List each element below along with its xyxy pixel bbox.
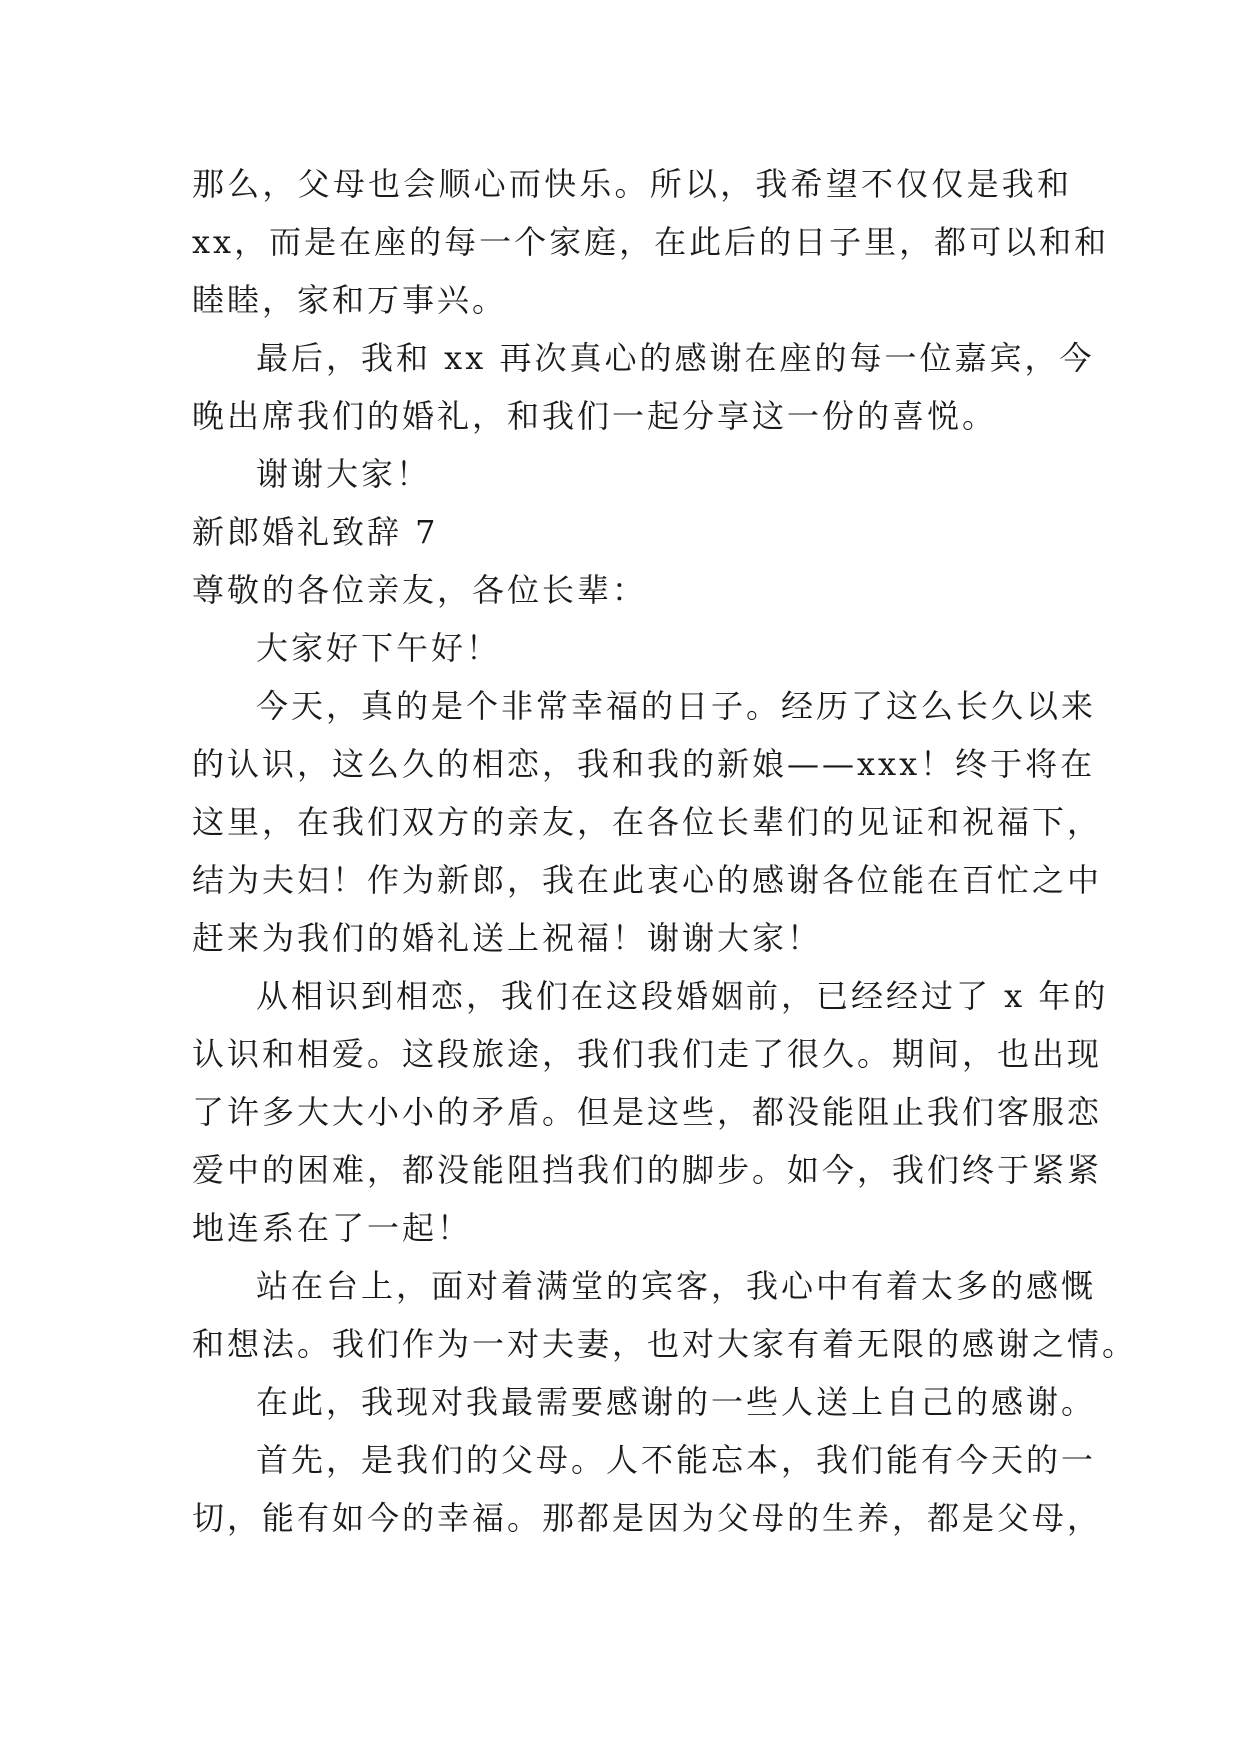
text-line: 爱中的困难，都没能阻挡我们的脚步。如今，我们终于紧紧 — [192, 1151, 1103, 1189]
text-line: 那么，父母也会顺心而快乐。所以，我希望不仅仅是我和 — [192, 165, 1072, 203]
text-line: 谢谢大家！ — [256, 455, 432, 493]
text-line: 首先，是我们的父母。人不能忘本，我们能有今天的一 — [256, 1441, 1097, 1479]
text-line: 站在台上，面对着满堂的宾客，我心中有着太多的感慨 — [256, 1267, 1097, 1305]
text-line: 切，能有如今的幸福。那都是因为父母的生养，都是父母， — [192, 1499, 1103, 1537]
document-body — [192, 155, 1138, 1547]
text-line: 晚出席我们的婚礼，和我们一起分享这一份的喜悦。 — [192, 397, 998, 435]
text-line: 这里，在我们双方的亲友，在各位长辈们的见证和祝福下， — [192, 803, 1103, 841]
text-line: 结为夫妇！作为新郎，我在此衷心的感谢各位能在百忙之中 — [192, 861, 1103, 899]
text-line: 的认识，这么久的相恋，我和我的新娘——xxx！终于将在 — [192, 745, 1096, 783]
text-line: 从相识到相恋，我们在这段婚姻前，已经经过了 x 年的 — [256, 977, 1109, 1015]
text-line: 大家好下午好！ — [256, 629, 502, 667]
text-line: 睦睦，家和万事兴。 — [192, 281, 508, 319]
text-line: 在此，我现对我最需要感谢的一些人送上自己的感谢。 — [256, 1383, 1097, 1421]
text-line: 认识和相爱。这段旅途，我们我们走了很久。期间，也出现 — [192, 1035, 1103, 1073]
section-heading: 新郎婚礼致辞 7 — [192, 513, 439, 551]
text-line: xx，而是在座的每一个家庭，在此后的日子里，都可以和和 — [192, 223, 1110, 261]
text-line: 和想法。我们作为一对夫妻，也对大家有着无限的感谢之情。 — [192, 1325, 1138, 1363]
salutation: 尊敬的各位亲友，各位长辈： — [192, 571, 648, 609]
text-line: 赶来为我们的婚礼送上祝福！谢谢大家！ — [192, 919, 823, 957]
text-line: 了许多大大小小的矛盾。但是这些，都没能阻止我们客服恋 — [192, 1093, 1103, 1131]
text-line: 最后，我和 xx 再次真心的感谢在座的每一位嘉宾，今 — [256, 339, 1095, 377]
text-line: 今天，真的是个非常幸福的日子。经历了这么长久以来 — [256, 687, 1097, 725]
text-line: 地连系在了一起！ — [192, 1209, 473, 1247]
